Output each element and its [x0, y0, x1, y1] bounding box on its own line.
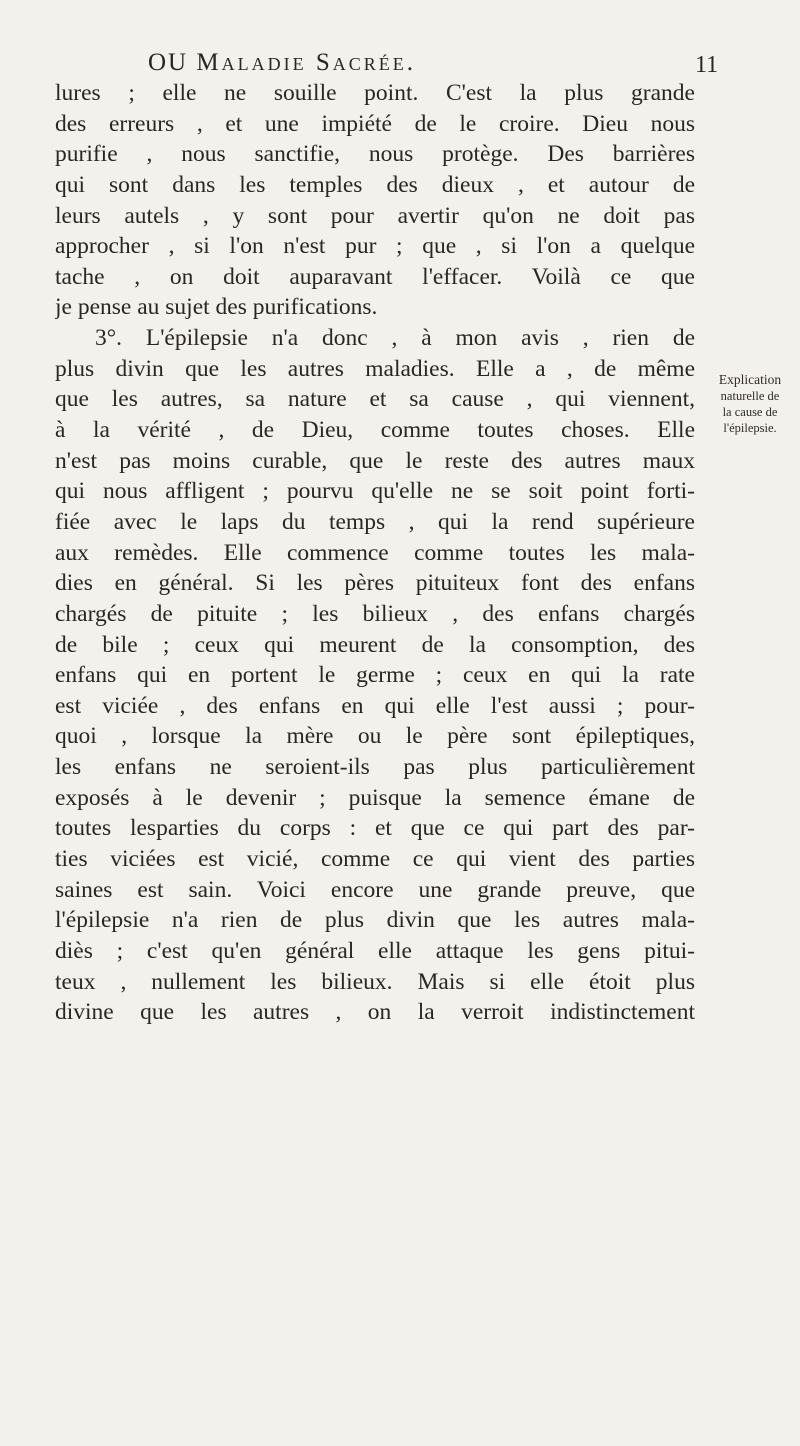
margin-note-line: la cause de	[722, 405, 778, 419]
text-line: enfans qui en portent le germe ; ceux en qui la rate	[55, 662, 695, 689]
text-line: l'épilepsie n'a rien de plus divin que les autres mala-	[55, 907, 695, 934]
text-line: les enfans ne seroient-ils pas plus particulièrement	[55, 754, 695, 781]
text-line: est viciée , des enfans en qui elle l'est aussi ; pour-	[55, 692, 695, 719]
running-head-title: Maladie Sacrée.	[196, 49, 416, 76]
text-line: purifie , nous sanctifie, nous protège. Des barrières	[55, 141, 695, 168]
text-line: chargés de pituite ; les bilieux , des enfans chargés	[55, 600, 695, 627]
margin-note-line: naturelle de	[720, 389, 780, 403]
text-line: diès ; c'est qu'en général elle attaque les gens pitui-	[55, 937, 695, 964]
text-line: fiée avec le laps du temps , qui la rend supérieure	[55, 508, 695, 535]
text-line: que les autres, sa nature et sa cause , qui viennent,	[55, 386, 695, 413]
margin-note-line: Explication	[718, 372, 782, 387]
margin-note-line: l'épilepsie.	[723, 421, 777, 435]
text-line: des erreurs , et une impiété de le croire. Dieu nous	[55, 110, 695, 137]
text-line: toutes lesparties du corps : et que ce qui part des par-	[55, 815, 695, 842]
text-line: je pense au sujet des purifications.	[55, 294, 378, 321]
text-line: leurs autels , y sont pour avertir qu'on ne doit pas	[55, 202, 695, 229]
text-line: 3°. L'épilepsie n'a donc , à mon avis , rien de	[95, 325, 695, 352]
text-line: teux , nullement les bilieux. Mais si elle étoit plus	[55, 968, 695, 995]
text-line: qui nous affligent ; pourvu qu'elle ne se soit point forti-	[55, 478, 695, 505]
text-line: à la vérité , de Dieu, comme toutes choses. Elle	[55, 417, 695, 444]
margin-note	[704, 372, 796, 436]
running-head	[148, 48, 688, 78]
text-line: aux remèdes. Elle commence comme toutes les mala-	[55, 539, 695, 566]
running-head-prefix: OU	[148, 49, 189, 76]
text-line: qui sont dans les temples des dieux , et autour de	[55, 171, 695, 198]
text-line: saines est sain. Voici encore une grande preuve, que	[55, 876, 695, 903]
text-line: approcher , si l'on n'est pur ; que , si l'on a quelque	[55, 233, 695, 260]
text-line: de bile ; ceux qui meurent de la consomption, des	[55, 631, 695, 658]
text-line: lures ; elle ne souille point. C'est la plus grande	[55, 80, 695, 106]
text-line: tache , on doit auparavant l'effacer. Voilà ce que	[55, 263, 695, 290]
body-text	[55, 78, 695, 1028]
text-line: n'est pas moins curable, que le reste des autres maux	[55, 447, 695, 474]
text-line: exposés à le devenir ; puisque la semence émane de	[55, 784, 695, 811]
text-line: quoi , lorsque la mère ou le père sont épileptiques,	[55, 723, 695, 750]
page-number: 11	[695, 52, 719, 78]
text-line: plus divin que les autres maladies. Elle a , de même	[55, 355, 695, 382]
text-line: ties viciées est vicié, comme ce qui vient des parties	[55, 846, 695, 873]
text-line: dies en général. Si les pères pituiteux font des enfans	[55, 570, 695, 597]
text-line: divine que les autres , on la verroit indistinctement	[55, 999, 695, 1026]
